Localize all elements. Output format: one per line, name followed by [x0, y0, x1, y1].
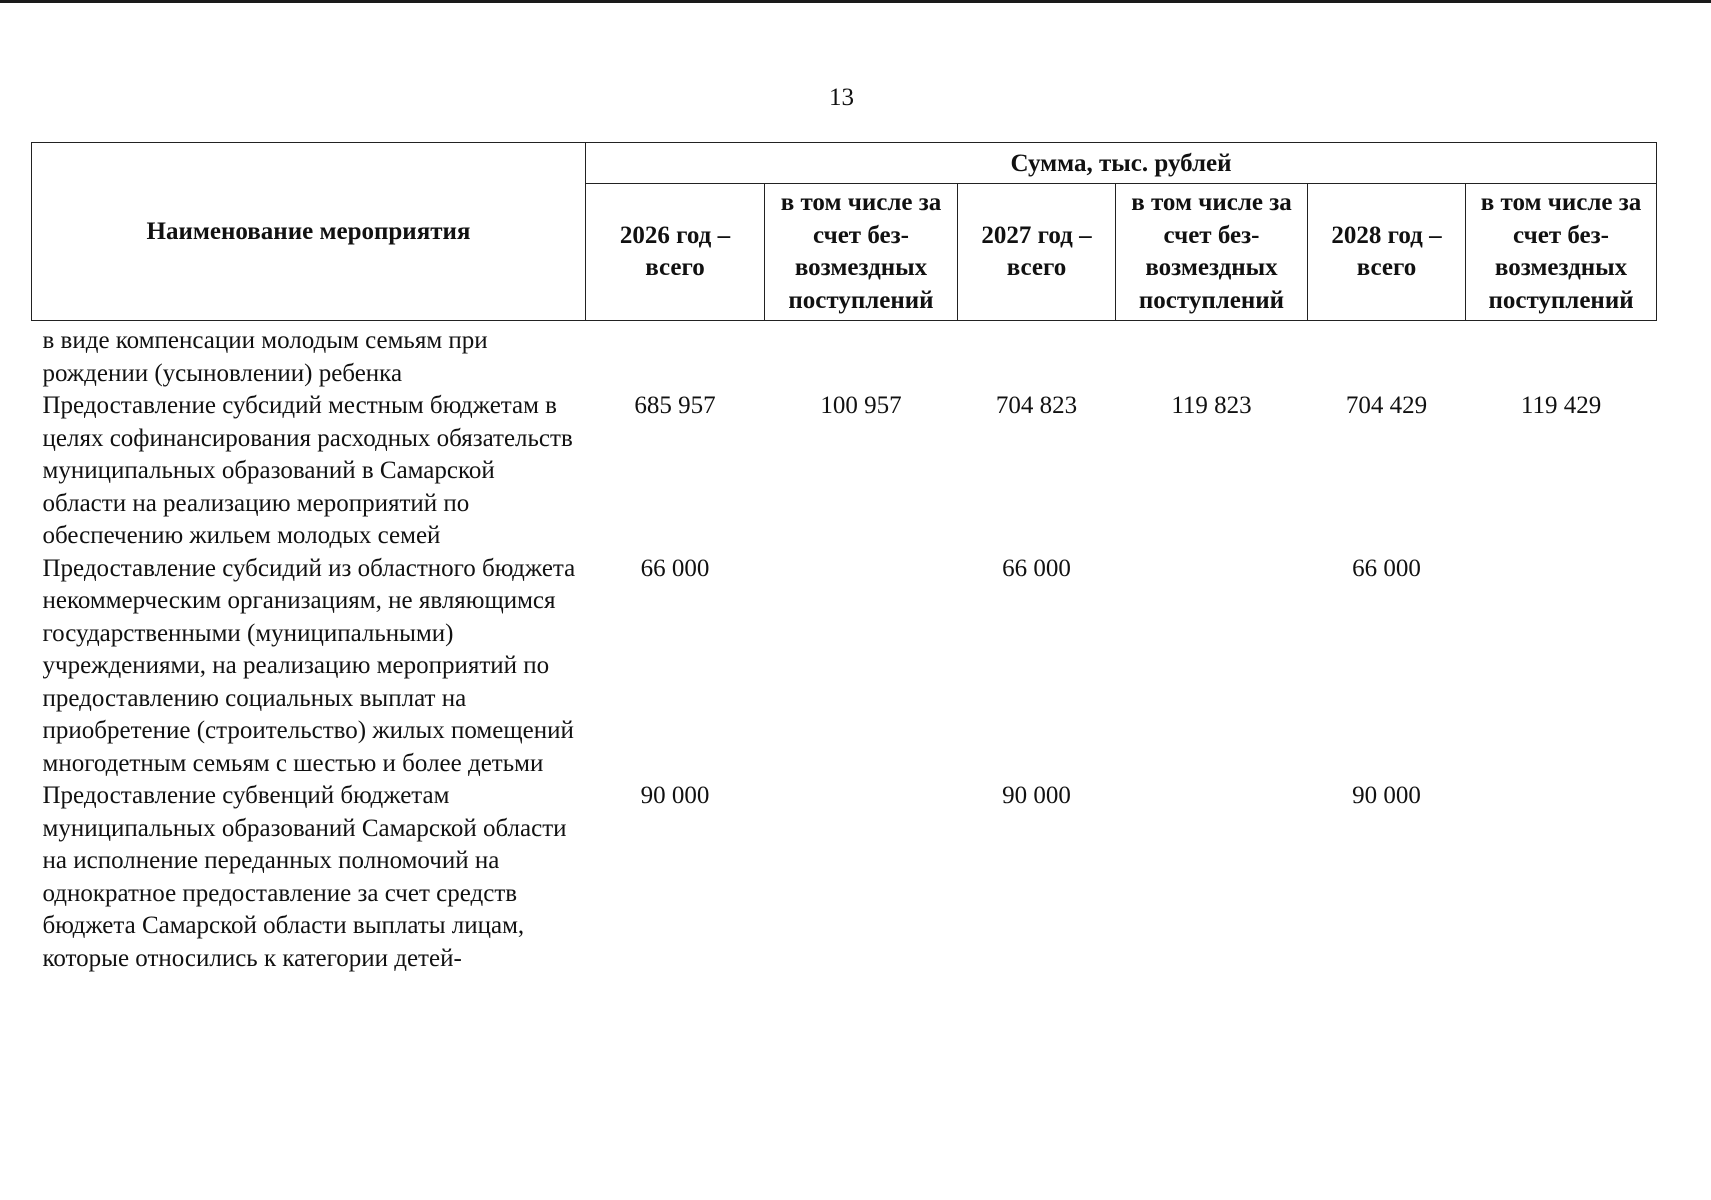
value-2026-total: 685 957	[634, 392, 716, 419]
table-row	[32, 553, 1657, 781]
value-2028-total: 704 429	[1345, 392, 1428, 419]
header-2027-free-receipts: в том числе за счет без-возмездных поступлений	[1116, 184, 1308, 321]
table-row	[32, 780, 1657, 975]
value-2026-free-receipts	[765, 553, 958, 781]
header-2026-total: 2026 год – всего	[586, 184, 765, 321]
value-2027-free-receipts: 119 823	[1171, 392, 1252, 419]
value-2027-total: 90 000	[1002, 782, 1071, 809]
value-2027-free-receipts	[1116, 780, 1308, 975]
value-2027-total	[958, 321, 1116, 391]
value-2026-total: 90 000	[640, 782, 710, 809]
value-2026-free-receipts	[765, 321, 958, 391]
header-2026-free-receipts: в том числе за счет без-возмездных поступлений	[765, 184, 958, 321]
scan-border	[0, 0, 1711, 3]
value-2028-total	[1308, 321, 1466, 391]
value-2028-total: 66 000	[1352, 554, 1421, 582]
value-2028-free-receipts	[1466, 553, 1657, 781]
header-sum-group: Сумма, тыс. рублей	[586, 143, 1657, 184]
header-name-column: Наименование мероприятия	[32, 143, 586, 321]
page-number: 13	[829, 84, 854, 111]
table-header	[32, 143, 1657, 321]
activity-name: в виде компенсации молодым семьям при рождении (усыновлении) ребенка	[42, 327, 488, 387]
value-2027-total: 704 823	[995, 392, 1078, 419]
budget-table	[31, 142, 1657, 975]
header-2028-total: 2028 год – всего	[1308, 184, 1466, 321]
value-2028-free-receipts	[1466, 321, 1657, 391]
activity-name: Предоставление субсидий из областного бюджета некоммерческим организациям, не являющимся государственными (муниципальными) учреждениями, на реализацию мероприятий по предоставлению социальных выплат на приобретение (строительство) жилых помещений многодетным семьям с шестью и более детьми	[42, 554, 576, 777]
value-2026-free-receipts: 100 957	[820, 392, 902, 419]
value-2026-total	[586, 321, 765, 391]
table-row	[32, 390, 1657, 553]
value-2027-free-receipts	[1116, 321, 1308, 391]
value-2028-free-receipts	[1466, 780, 1657, 975]
value-2026-free-receipts	[765, 780, 958, 975]
value-2028-free-receipts: 119 429	[1520, 392, 1602, 419]
value-2026-total: 66 000	[640, 554, 710, 582]
activity-name: Предоставление субвенций бюджетам муниципальных образований Самарской области на исполнение переданных полномочий на однократное предоставление за счет средств бюджета Самарской области выплаты лицам, которые относились к категории детей-	[42, 782, 567, 972]
activity-name: Предоставление субсидий местным бюджетам в целях софинансирования расходных обязательств муниципальных образований в Самарской области на реализацию мероприятий по обеспечению жильем молодых семей	[42, 392, 573, 549]
header-2028-free-receipts: в том числе за счет без-возмездных поступлений	[1466, 184, 1657, 321]
value-2027-free-receipts	[1116, 553, 1308, 781]
table-body	[32, 321, 1657, 976]
table-row	[32, 321, 1657, 391]
header-2027-total: 2027 год – всего	[958, 184, 1116, 321]
value-2027-total: 66 000	[1002, 554, 1071, 582]
value-2028-total: 90 000	[1352, 782, 1421, 809]
